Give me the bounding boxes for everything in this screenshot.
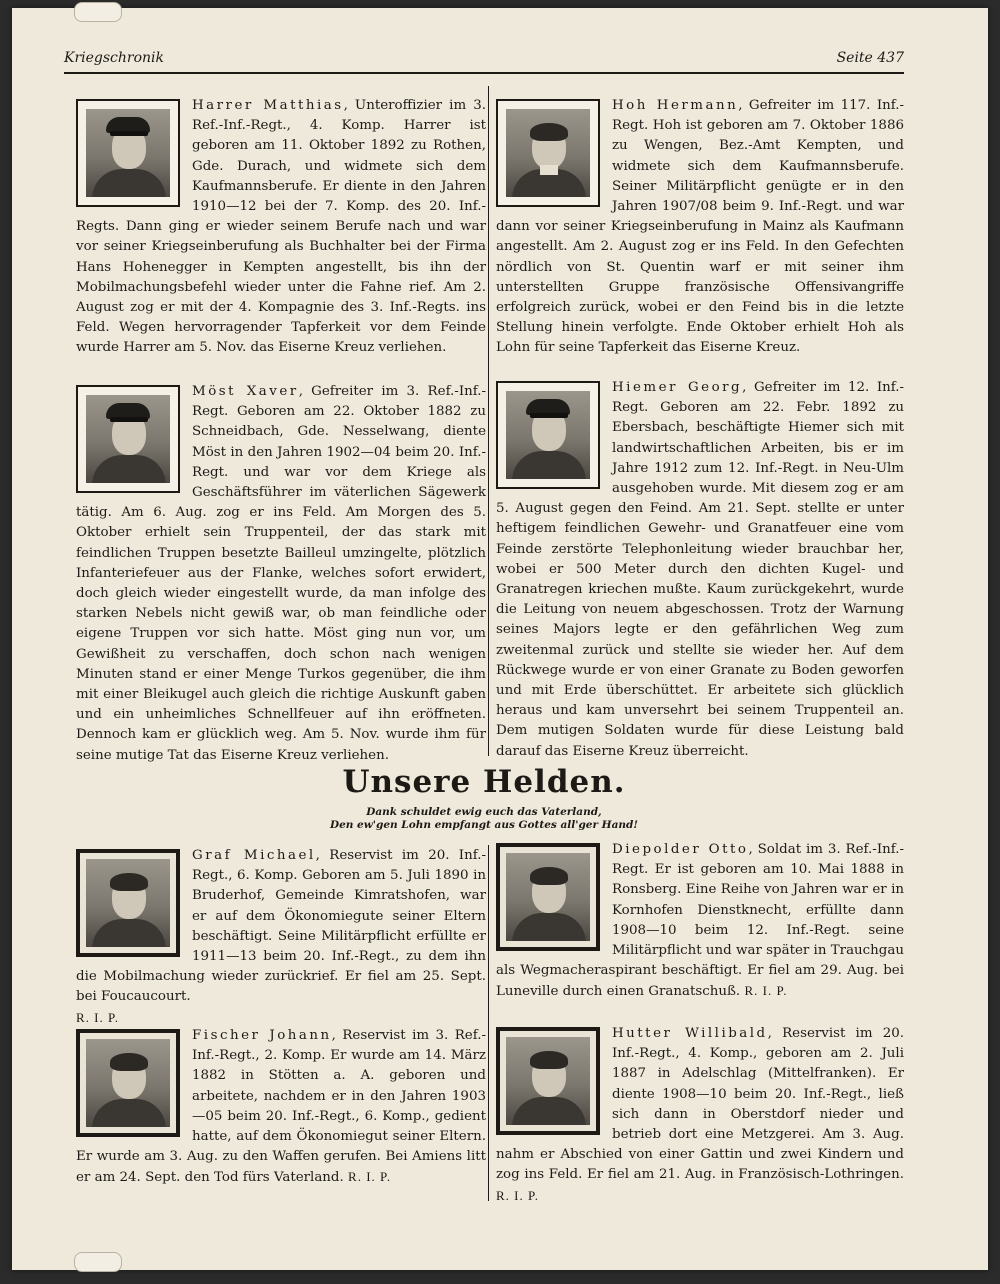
entry-harrer bbox=[76, 96, 486, 359]
entry-diepolder bbox=[496, 840, 904, 1003]
section-heading: Unsere Helden. bbox=[342, 764, 626, 800]
entry-fischer bbox=[76, 1026, 486, 1189]
header-title: Kriegschronik bbox=[64, 50, 165, 66]
portrait-photo bbox=[496, 843, 600, 951]
entry-name: Hoh Hermann bbox=[612, 98, 739, 113]
entry-text: , Gefreiter im 117. Inf.-Regt. Hoh ist geboren am 7. Oktober 1886 zu Wengen, Bez.-Amt Kempten, und widmete sich dem Kaufmannsberufe. Seiner Militärpflicht genügte er in den Jahren 1907/08 beim 9. Inf.-Regt. und war dann vor seiner Kriegseinberufung in Mainz als Kaufmann angestellt. Am 2. August zog er ins Feld. In den Gefechten nördlich von St. Quentin warf er mit seiner ihm unterstellten Gruppe französische Offensivangriffe erfolgreich zurück, wobei er den Feind bis in die letzte Stellung hinein verfolgte. Ende Oktober erhielt Hoh als Lohn für seine Tapferkeit das Eiserne Kreuz. bbox=[496, 98, 904, 356]
entry-hutter bbox=[496, 1024, 904, 1207]
running-header bbox=[64, 50, 904, 72]
section-motto bbox=[64, 806, 904, 832]
entry-text: , Soldat im 3. Ref.-Inf.-Regt. Er ist geboren am 10. Mai 1888 in Ronsberg. Eine Reihe von Jahren war er in Kornhofen Dienstknecht, erfüllte dann 1908—10 beim 12. Inf.-Regt. seine Militärpflicht und war später in Trauchgau als Wegmacheraspirant beschäftigt. Er fiel am 29. Aug. bei Luneville durch einen Granatschuß. bbox=[496, 842, 904, 1000]
motto-line: Dank schuldet ewig euch das Vaterland, bbox=[366, 806, 602, 818]
rip-mark: R. I. P. bbox=[76, 1009, 120, 1025]
motto-line: Den ew'gen Lohn empfangt aus Gottes all'ger Hand! bbox=[329, 819, 638, 831]
portrait-photo bbox=[496, 381, 600, 489]
portrait-photo bbox=[76, 849, 180, 957]
portrait-photo bbox=[76, 99, 180, 207]
entry-text: , Reservist im 3. Ref.-Inf.-Regt., 2. Komp. Er wurde am 14. März 1882 in Stötten a. A. geboren und arbeitete, nachdem er in den Jahren 1903—05 beim 20. Inf.-Regt., 6. Komp., gedient hatte, auf dem Ökonomiegut seiner Eltern. Er wurde am 3. Aug. zu den Waffen gerufen. Bei Amiens litt er am 24. Sept. den Tod fürs Vaterland. bbox=[76, 1028, 486, 1186]
portrait-photo bbox=[496, 99, 600, 207]
entry-text: , Gefreiter im 12. Inf.-Regt. Geboren am 22. Febr. 1892 zu Ebersbach, beschäftigte Hiemer sich mit landwirtschaftlichen Arbeiten, bis er im Jahre 1912 zum 12. Inf.-Regt. in Neu-Ulm ausgehoben wurde. Mit diesem zog er am 5. August gegen den Feind. Am 21. Sept. stellte er unter heftigem feindlichen Gewehr- und Granatfeuer eine vom Feinde zerstörte Telephonleitung wieder brauchbar her, wobei er 500 Meter durch den dichten Kugel- und Granatregen kriechen mußte. Kaum zurückgekehrt, wurde die Leitung von neuem abgeschossen. Trotz der Warnung seines Majors legte er den gefährlichen Weg zum zweitenmal zurück und stellte sie wieder her. Auf dem Rückwege wurde er von einer Granate zu Boden geworfen und mit Erde überschüttet. Er arbeitete sich glücklich heraus und kam unversehrt bei seinem Truppenteil an. Dem mutigen Soldaten wurde für diese Leistung bald darauf das Eiserne Kreuz überreicht. bbox=[496, 380, 905, 759]
entry-name: Möst Xaver bbox=[192, 384, 299, 399]
entry-text: , Gefreiter im 3. Ref.-Inf.-Regt. Geboren am 22. Oktober 1882 zu Schneidbach, Gde. Nesselwang, diente Möst in den Jahren 1902—04 beim 20. Inf.-Regt. und war vor dem Kriege als Geschäftsführer im väterlichen Sägewerk tätig. Am 6. Aug. zog er ins Feld. Am Morgen des 5. Oktober erhielt sein Truppenteil, der das stark mit feindlichen Truppen besetzte Bailleul umzingelte, plötzlich Infanteriefeuer aus der Flanke, welches sofort erwidert, doch gleich wieder eingestellt wurde, da man infolge des starken Nebels nicht gewiß war, ob man feindliche oder eigene Truppen vor sich hatte. Möst ging nun vor, um Gewißheit zu verschaffen, doch schon nach wenigen Minuten stand er einer Menge Turkos gegenüber, die ihm mit einer Bleikugel auch gleich die richtige Auskunft gaben und ein unheimliches Schnellfeuer auf ihn eröffneten. Dennoch kam er glücklich weg. Am 5. Nov. wurde ihm für seine mutige Tat das Eiserne Kreuz verliehen. bbox=[76, 384, 486, 763]
entry-name: Fischer Johann bbox=[192, 1028, 332, 1043]
portrait-photo bbox=[76, 1029, 180, 1137]
entry-text: , Reservist im 20. Inf.-Regt., 6. Komp. Geboren am 5. Juli 1890 in Bruderhof, Gemeinde Kimratshofen, war er auf dem Ökonomiegute seiner Eltern beschäftigt. Seine Militärpflicht erfüllte er 1911—13 beim 20. Inf.-Regt., zu dem ihn die Mobilmachung wieder zurückrief. Er fiel am 25. Sept. bei Foucaucourt. bbox=[76, 848, 486, 1005]
entry-moest bbox=[76, 382, 486, 766]
entry-name: Harrer Matthias bbox=[192, 98, 344, 113]
rip-mark: R. I. P. bbox=[348, 1169, 392, 1185]
page-number: Seite 437 bbox=[836, 50, 904, 66]
binding-tab bbox=[74, 2, 122, 22]
entry-text: , Unteroffizier im 3. Ref.-Inf.-Regt., 4. Komp. Harrer ist geboren am 11. Oktober 1892 zu Rothen, Gde. Durach, und widmete sich dem Kaufmannsberufe. Er diente in den Jahren 1910—12 bei der 7. Komp. des 20. Inf.-Regts. Dann ging er wieder seinem Berufe nach und war vor seiner Kriegseinberufung als Buchhalter bei der Firma Hans Hohenegger in Kempten angestellt, bis ihn der Mobilmachungsbefehl wieder unter die Fahne rief. Am 2. August zog er mit der 4. Kompagnie des 3. Inf.-Regts. ins Feld. Wegen hervorragender Tapferkeit vor dem Feinde wurde Harrer am 5. Nov. das Eiserne Kreuz verliehen. bbox=[76, 98, 486, 356]
binding-tab bbox=[74, 1252, 122, 1272]
entry-name: Hutter Willibald bbox=[612, 1026, 768, 1041]
portrait-photo bbox=[496, 1027, 600, 1135]
portrait-photo bbox=[76, 385, 180, 493]
entry-hiemer bbox=[496, 378, 904, 762]
column-divider bbox=[488, 845, 489, 1201]
rip-mark: R. I. P. bbox=[496, 1187, 540, 1203]
rip-mark: R. I. P. bbox=[744, 983, 788, 999]
header-rule bbox=[64, 72, 904, 74]
entry-name: Diepolder Otto bbox=[612, 842, 749, 857]
entry-text: , Reservist im 20. Inf.-Regt., 4. Komp., geboren am 2. Juli 1887 in Adelschlag (Mittelfranken). Er diente 1908—10 beim 20. Inf.-Regt., ließ sich dann in Oberstdorf nieder und betrieb dort eine Metzgerei. Am 3. Aug. nahm er Abschied von einer Gattin und zwei Kindern und zog ins Feld. Er fiel am 21. Aug. in Französisch-Lothringen. bbox=[496, 1026, 905, 1183]
entry-name: Graf Michael bbox=[192, 848, 316, 863]
column-divider bbox=[488, 86, 489, 756]
entry-hoh bbox=[496, 96, 904, 359]
entry-graf bbox=[76, 846, 486, 1029]
entry-name: Hiemer Georg bbox=[612, 380, 743, 395]
